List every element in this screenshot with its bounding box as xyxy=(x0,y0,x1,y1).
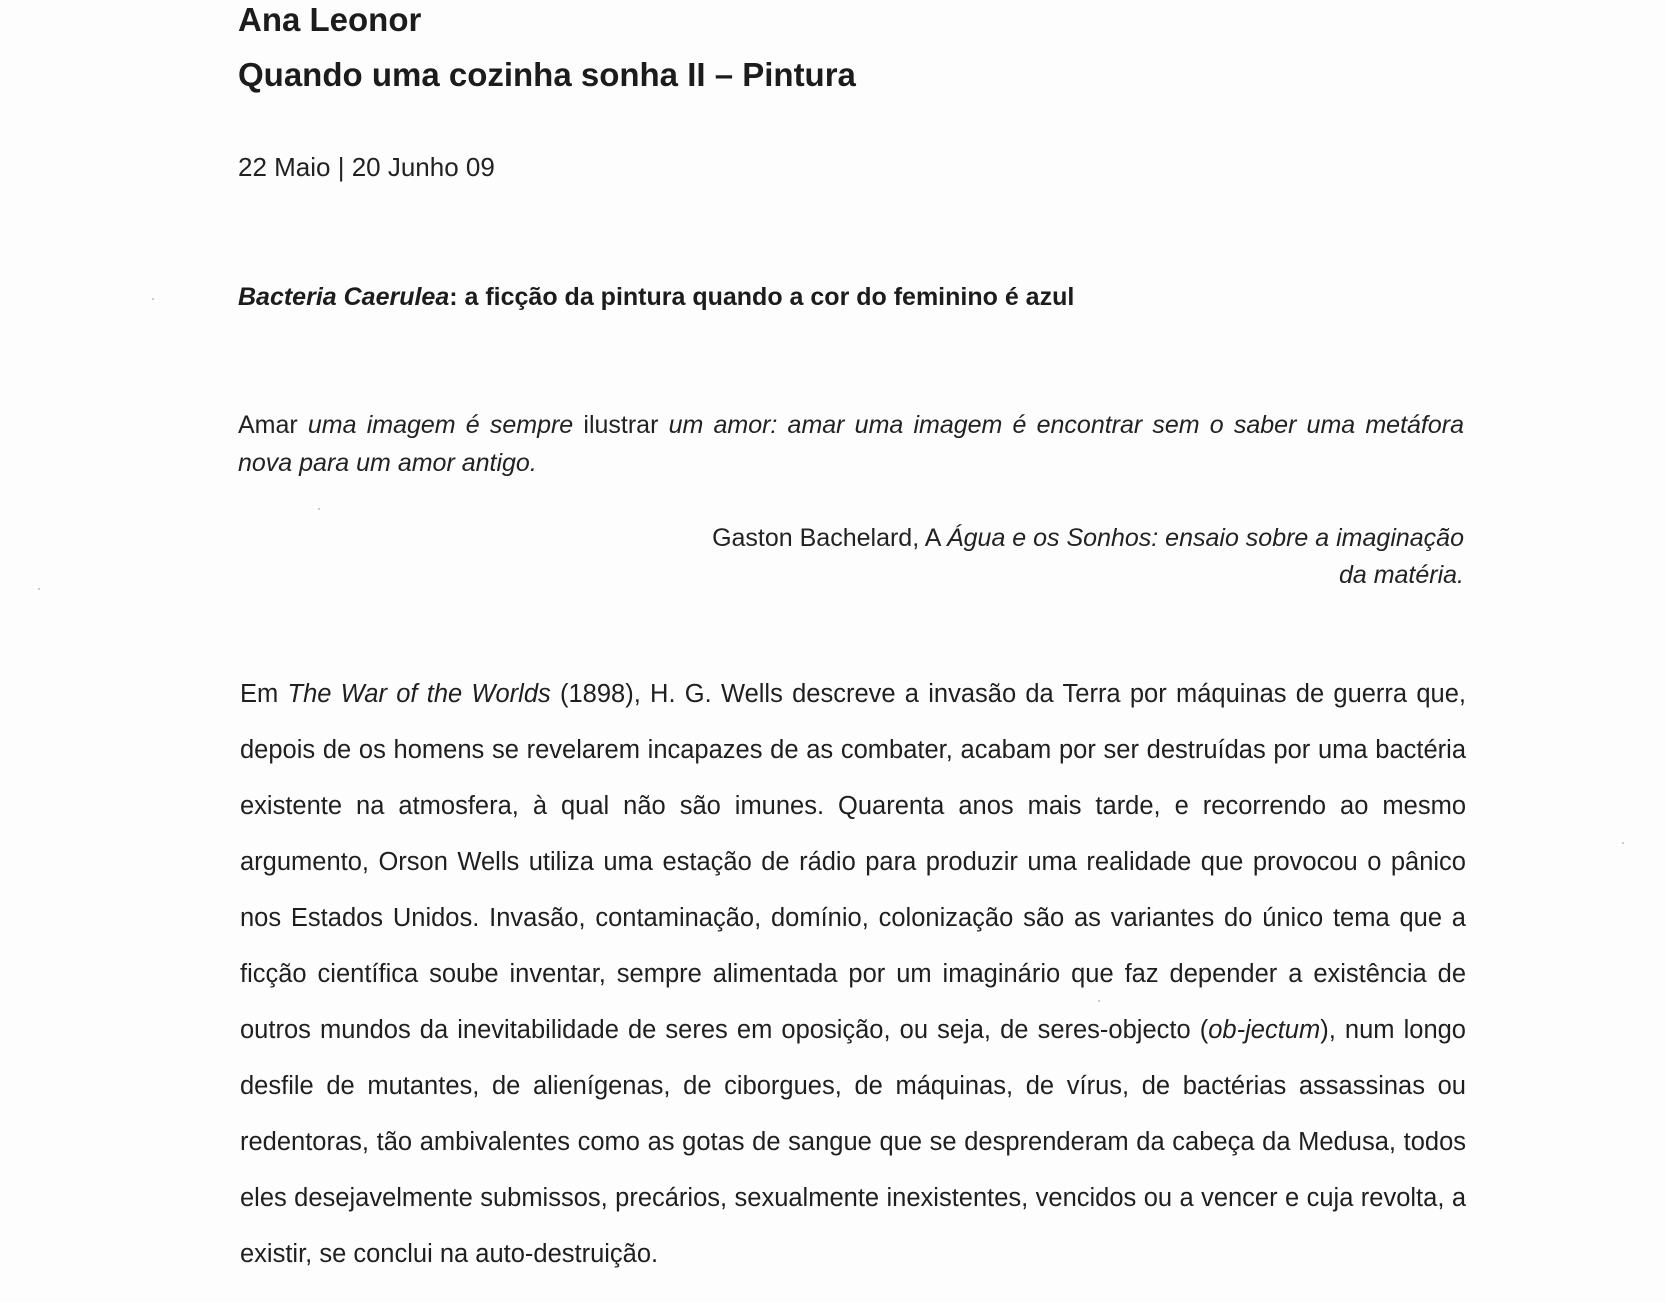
body-part: Em xyxy=(240,680,288,708)
attribution-work: Água e os Sonhos: ensaio sobre a imaginação da matéria. xyxy=(946,524,1464,589)
scan-speck xyxy=(1098,1000,1100,1002)
scan-speck xyxy=(1622,842,1624,844)
scan-speck xyxy=(318,508,320,510)
body-part: ), num longo desfile de mutantes, de alienígenas, de ciborgues, de máquinas, de vírus, de bactérias assassinas ou redentoras, tão ambivalentes como as gotas de sangue que se desprenderam da cabeça da Medusa, todos eles desejavelmente submissos, precários, sexualmente inexistentes, vencidos ou a vencer e cuja revolta, a existir, se conclui na auto-destruição. xyxy=(240,1016,1466,1268)
epigraph-part: Amar xyxy=(238,411,298,439)
essay-subtitle xyxy=(238,280,1074,314)
epigraph-quote xyxy=(238,406,1464,482)
attribution-author: Gaston Bachelard, A xyxy=(712,524,947,552)
epigraph-part: ilustrar xyxy=(583,411,659,439)
scan-speck xyxy=(38,588,40,590)
epigraph-part: uma imagem é sempre xyxy=(297,411,584,439)
latin-term: ob-jectum xyxy=(1208,1016,1321,1044)
author-name: Ana Leonor xyxy=(238,1,422,38)
epigraph-part: um amor: amar uma imagem é encontrar sem o saber uma metáfora nova para um amor antigo. xyxy=(238,411,1465,477)
subtitle-rest: : a ficção da pintura quando a cor do feminino é azul xyxy=(449,283,1075,311)
body-part: (1898), H. G. Wells descreve a invasão da Terra por máquinas de guerra que, depois de os homens se revelarem incapazes de as combater, acabam por ser destruídas por uma bactéria existente na atmosfera, à qual não são imunes. Quarenta anos mais tarde, e recorrendo ao mesmo argumento, Orson Wells utiliza uma estação de rádio para produzir uma realidade que provocou o pânico nos Estados Unidos. Invasão, contaminação, domínio, colonização são as variantes do único tema que a ficção científica soube inventar, sempre alimentada por um imaginário que faz depender a existência de outros mundos da inevitabilidade de seres em oposição, ou seja, de seres-objecto ( xyxy=(240,680,1466,1044)
scan-speck xyxy=(152,298,154,300)
exhibition-dates: 22 Maio | 20 Junho 09 xyxy=(238,152,495,182)
book-title: The War of the Worlds xyxy=(287,680,551,708)
epigraph-attribution xyxy=(700,520,1464,594)
exhibition-title: Quando uma cozinha sonha II – Pintura xyxy=(238,56,856,93)
subtitle-italic: Bacteria Caerulea xyxy=(238,283,450,311)
body-paragraph xyxy=(240,666,1466,1282)
